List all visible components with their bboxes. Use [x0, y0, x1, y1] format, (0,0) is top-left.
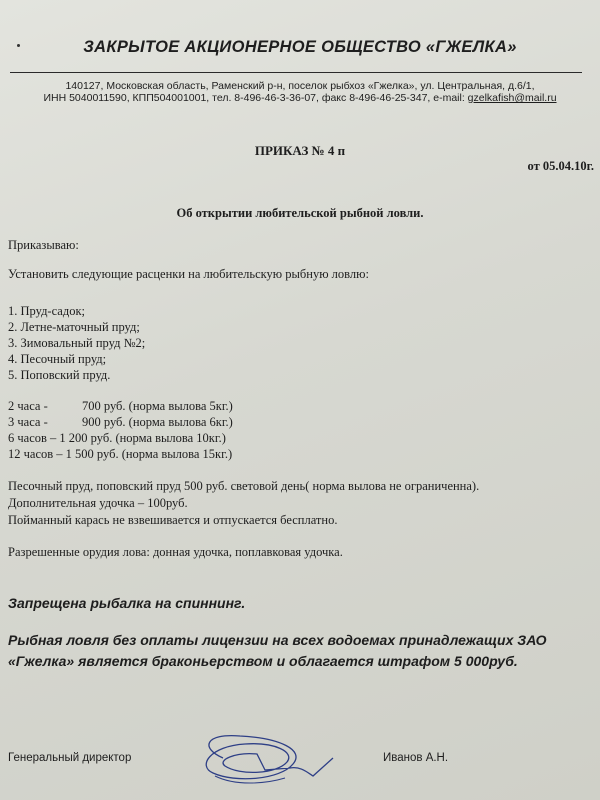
list-item: 4. Песочный пруд; — [8, 352, 107, 366]
spinning-ban: Запрещена рыбалка на спиннинг. — [8, 595, 246, 611]
list-item: 3. Зимовальный пруд №2; — [8, 336, 146, 350]
price-value: 1 500 руб. (норма вылова 15кг.) — [65, 447, 233, 461]
poaching-warning-line2: «Гжелка» является браконьерством и облагается штрафом 5 000руб. — [8, 653, 518, 669]
price-value: 1 200 руб. (норма вылова 10кг.) — [59, 431, 226, 445]
price-duration: 3 часа - — [8, 415, 48, 429]
note-line: Песочный пруд, поповский пруд 500 руб. световой день( норма вылова не ограниченна). — [8, 479, 480, 493]
signatory-position: Генеральный директор — [8, 752, 132, 764]
email-link[interactable]: gzelkafish@mail.ru — [467, 92, 557, 104]
note-line: Пойманный карась не взвешивается и отпускается бесплатно. — [8, 513, 338, 527]
price-row — [8, 431, 226, 446]
list-item: 2. Летне-маточный пруд; — [8, 320, 140, 334]
price-value: 700 руб. (норма вылова 5кг.) — [82, 399, 233, 413]
list-item: 5. Поповский пруд. — [8, 368, 111, 382]
allowed-gear: Разрешенные орудия лова: донная удочка, поплавковая удочка. — [8, 545, 343, 559]
price-row — [8, 447, 232, 462]
price-row — [8, 399, 233, 414]
price-value: 900 руб. (норма вылова 6кг.) — [82, 415, 233, 429]
handwritten-signature — [195, 728, 335, 788]
company-contacts — [0, 92, 600, 104]
price-duration: 2 часа - — [8, 399, 48, 413]
poaching-warning-line1: Рыбная ловля без оплаты лицензии на всех водоемах принадлежащих ЗАО — [8, 632, 547, 648]
signature-stroke — [206, 736, 333, 779]
order-subject: Об открытии любительской рыбной ловли. — [176, 206, 424, 220]
contacts-text: ИНН 5040011590, КПП504001001, тел. 8-496-46-3-36-07, факс 8-496-46-25-347, e-mail: — [43, 92, 468, 104]
price-duration: 6 часов – — [8, 431, 57, 445]
list-item: 1. Пруд-садок; — [8, 304, 86, 318]
order-date: от 05.04.10г. — [527, 159, 594, 173]
company-name: ЗАКРЫТОЕ АКЦИОНЕРНОЕ ОБЩЕСТВО «ГЖЕЛКА» — [83, 38, 517, 56]
header-divider — [10, 72, 582, 73]
price-duration: 12 часов – — [8, 447, 63, 461]
note-line: Дополнительная удочка – 100руб. — [8, 496, 188, 510]
signatory-name: Иванов А.Н. — [383, 752, 449, 764]
prices-intro: Установить следующие расценки на любительскую рыбную ловлю: — [8, 267, 369, 281]
company-address: 140127, Московская область, Раменский р-н, поселок рыбхоз «Гжелка», ул. Центральная, д.6/1, — [65, 80, 535, 92]
order-number: ПРИКАЗ № 4 п — [254, 143, 346, 158]
order-intro: Приказываю: — [8, 238, 79, 252]
price-row — [8, 415, 233, 430]
